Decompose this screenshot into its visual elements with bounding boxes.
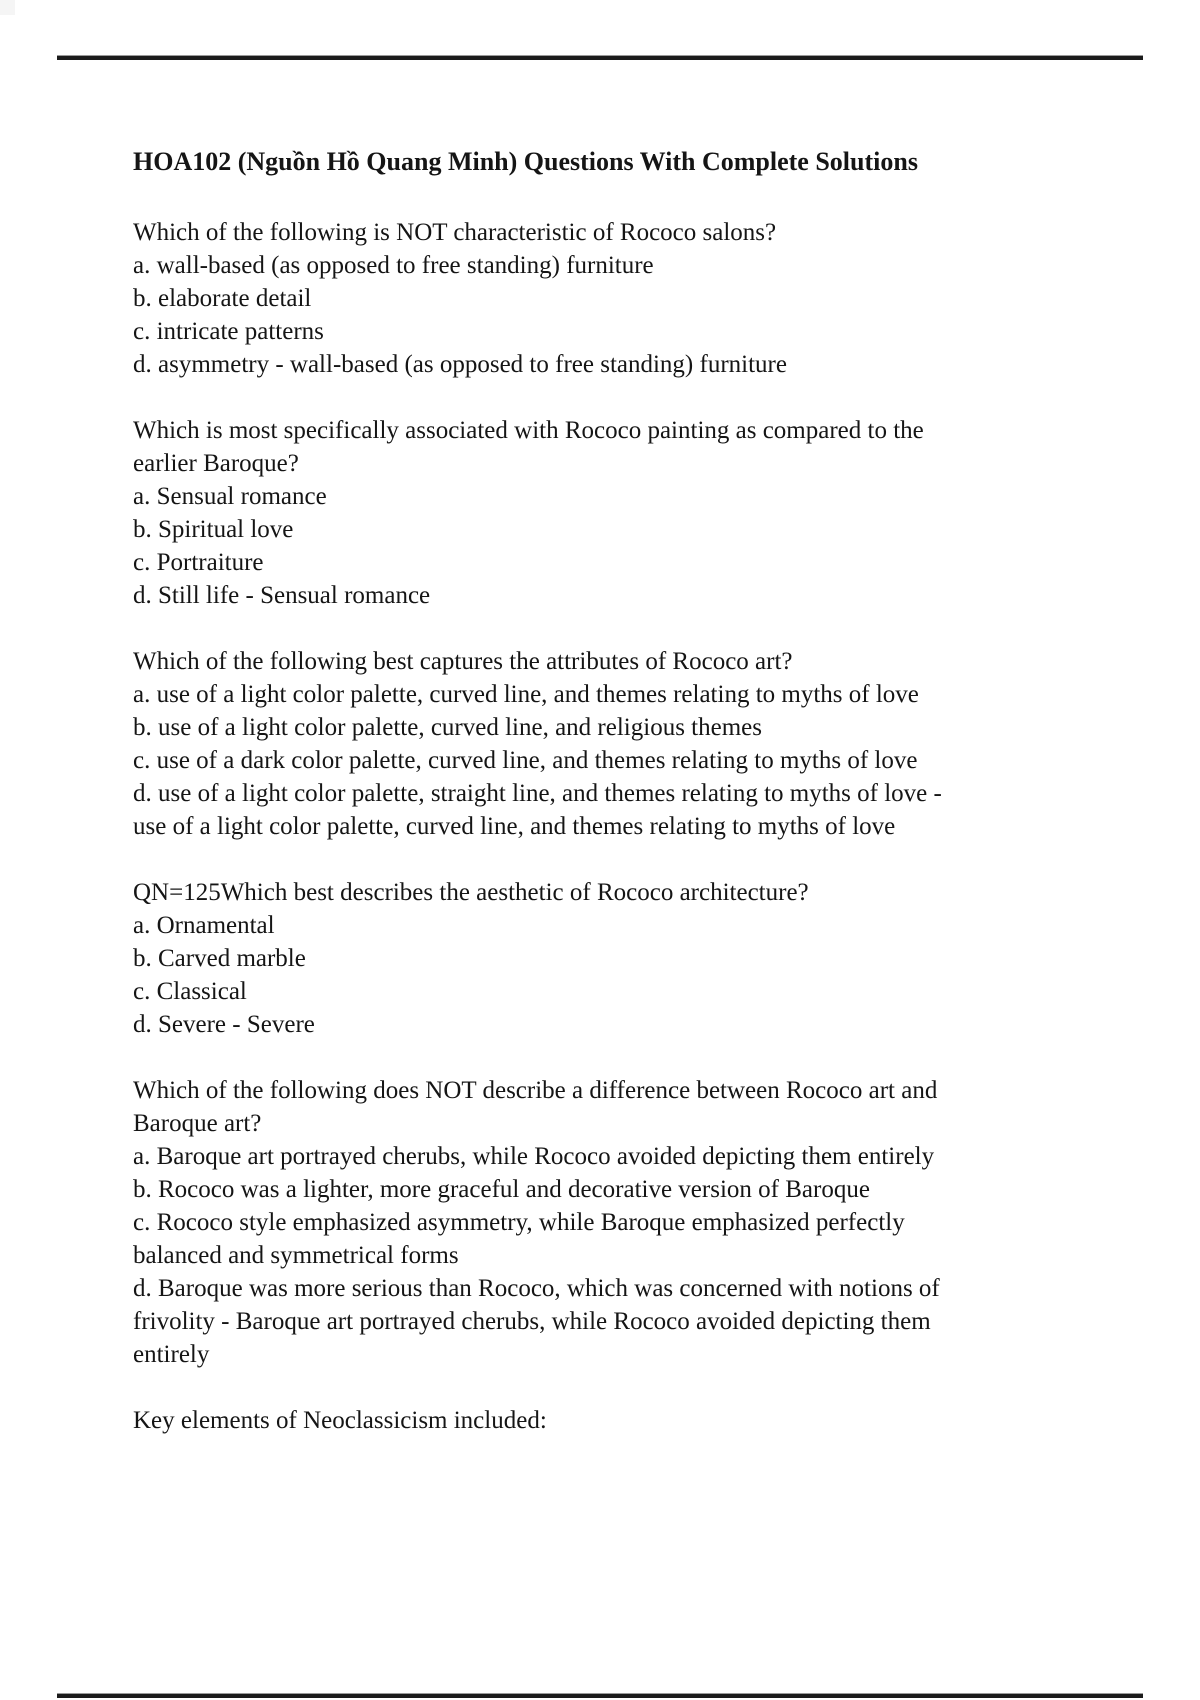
question-block-2: [133, 414, 1093, 612]
question-block-4: [133, 876, 1093, 1041]
question-text: Which of the following does NOT describe a difference between Rococo art and: [133, 1077, 938, 1104]
scan-corner-artifact: [0, 0, 15, 15]
option-d: d. Still life - Sensual romance: [133, 582, 431, 609]
question-text: Key elements of Neoclassicism included:: [133, 1407, 547, 1434]
bottom-rule: [57, 1693, 1143, 1698]
option-a: a. use of a light color palette, curved line, and themes relating to myths of love: [133, 681, 919, 708]
question-block-5: [133, 1074, 1093, 1371]
option-d: d. Severe - Severe: [133, 1011, 315, 1038]
option-d: d. use of a light color palette, straight line, and themes relating to myths of love -: [133, 780, 942, 807]
option-c: c. Portraiture: [133, 549, 264, 576]
top-rule: [57, 55, 1143, 60]
option-c: c. use of a dark color palette, curved line, and themes relating to myths of love: [133, 747, 918, 774]
option-d: d. Baroque was more serious than Rococo, which was concerned with notions of: [133, 1275, 940, 1302]
option-b: b. Spiritual love: [133, 516, 294, 543]
page-title: HOA102 (Nguồn Hồ Quang Minh) Questions With Complete Solutions: [133, 147, 918, 176]
option-b: b. use of a light color palette, curved line, and religious themes: [133, 714, 762, 741]
option-b: b. elaborate detail: [133, 285, 312, 312]
question-text-continued: earlier Baroque?: [133, 450, 299, 477]
option-a: a. wall-based (as opposed to free standing) furniture: [133, 252, 654, 279]
option-d-continued: frivolity - Baroque art portrayed cherubs, while Rococo avoided depicting them: [133, 1308, 931, 1335]
question-block-3: [133, 645, 1093, 843]
document-page: [133, 142, 1093, 1470]
option-d-continued-2: entirely: [133, 1341, 210, 1368]
option-c-continued: balanced and symmetrical forms: [133, 1242, 459, 1269]
option-c: c. Classical: [133, 978, 247, 1005]
option-a: a. Baroque art portrayed cherubs, while Rococo avoided depicting them entirely: [133, 1143, 935, 1170]
question-block-1: [133, 216, 1093, 381]
option-a: a. Sensual romance: [133, 483, 327, 510]
option-d: d. asymmetry - wall-based (as opposed to free standing) furniture: [133, 351, 787, 378]
question-text: Which is most specifically associated with Rococo painting as compared to the: [133, 417, 924, 444]
option-c: c. Rococo style emphasized asymmetry, while Baroque emphasized perfectly: [133, 1209, 905, 1236]
option-b: b. Carved marble: [133, 945, 306, 972]
option-c: c. intricate patterns: [133, 318, 324, 345]
option-a: a. Ornamental: [133, 912, 275, 939]
question-text-continued: Baroque art?: [133, 1110, 262, 1137]
question-text: Which of the following best captures the attributes of Rococo art?: [133, 648, 793, 675]
question-text: Which of the following is NOT characteristic of Rococo salons?: [133, 219, 777, 246]
option-b: b. Rococo was a lighter, more graceful and decorative version of Baroque: [133, 1176, 870, 1203]
question-block-6: [133, 1404, 1093, 1437]
option-d-continued: use of a light color palette, curved line, and themes relating to myths of love: [133, 813, 896, 840]
question-text: QN=125Which best describes the aesthetic of Rococo architecture?: [133, 879, 809, 906]
